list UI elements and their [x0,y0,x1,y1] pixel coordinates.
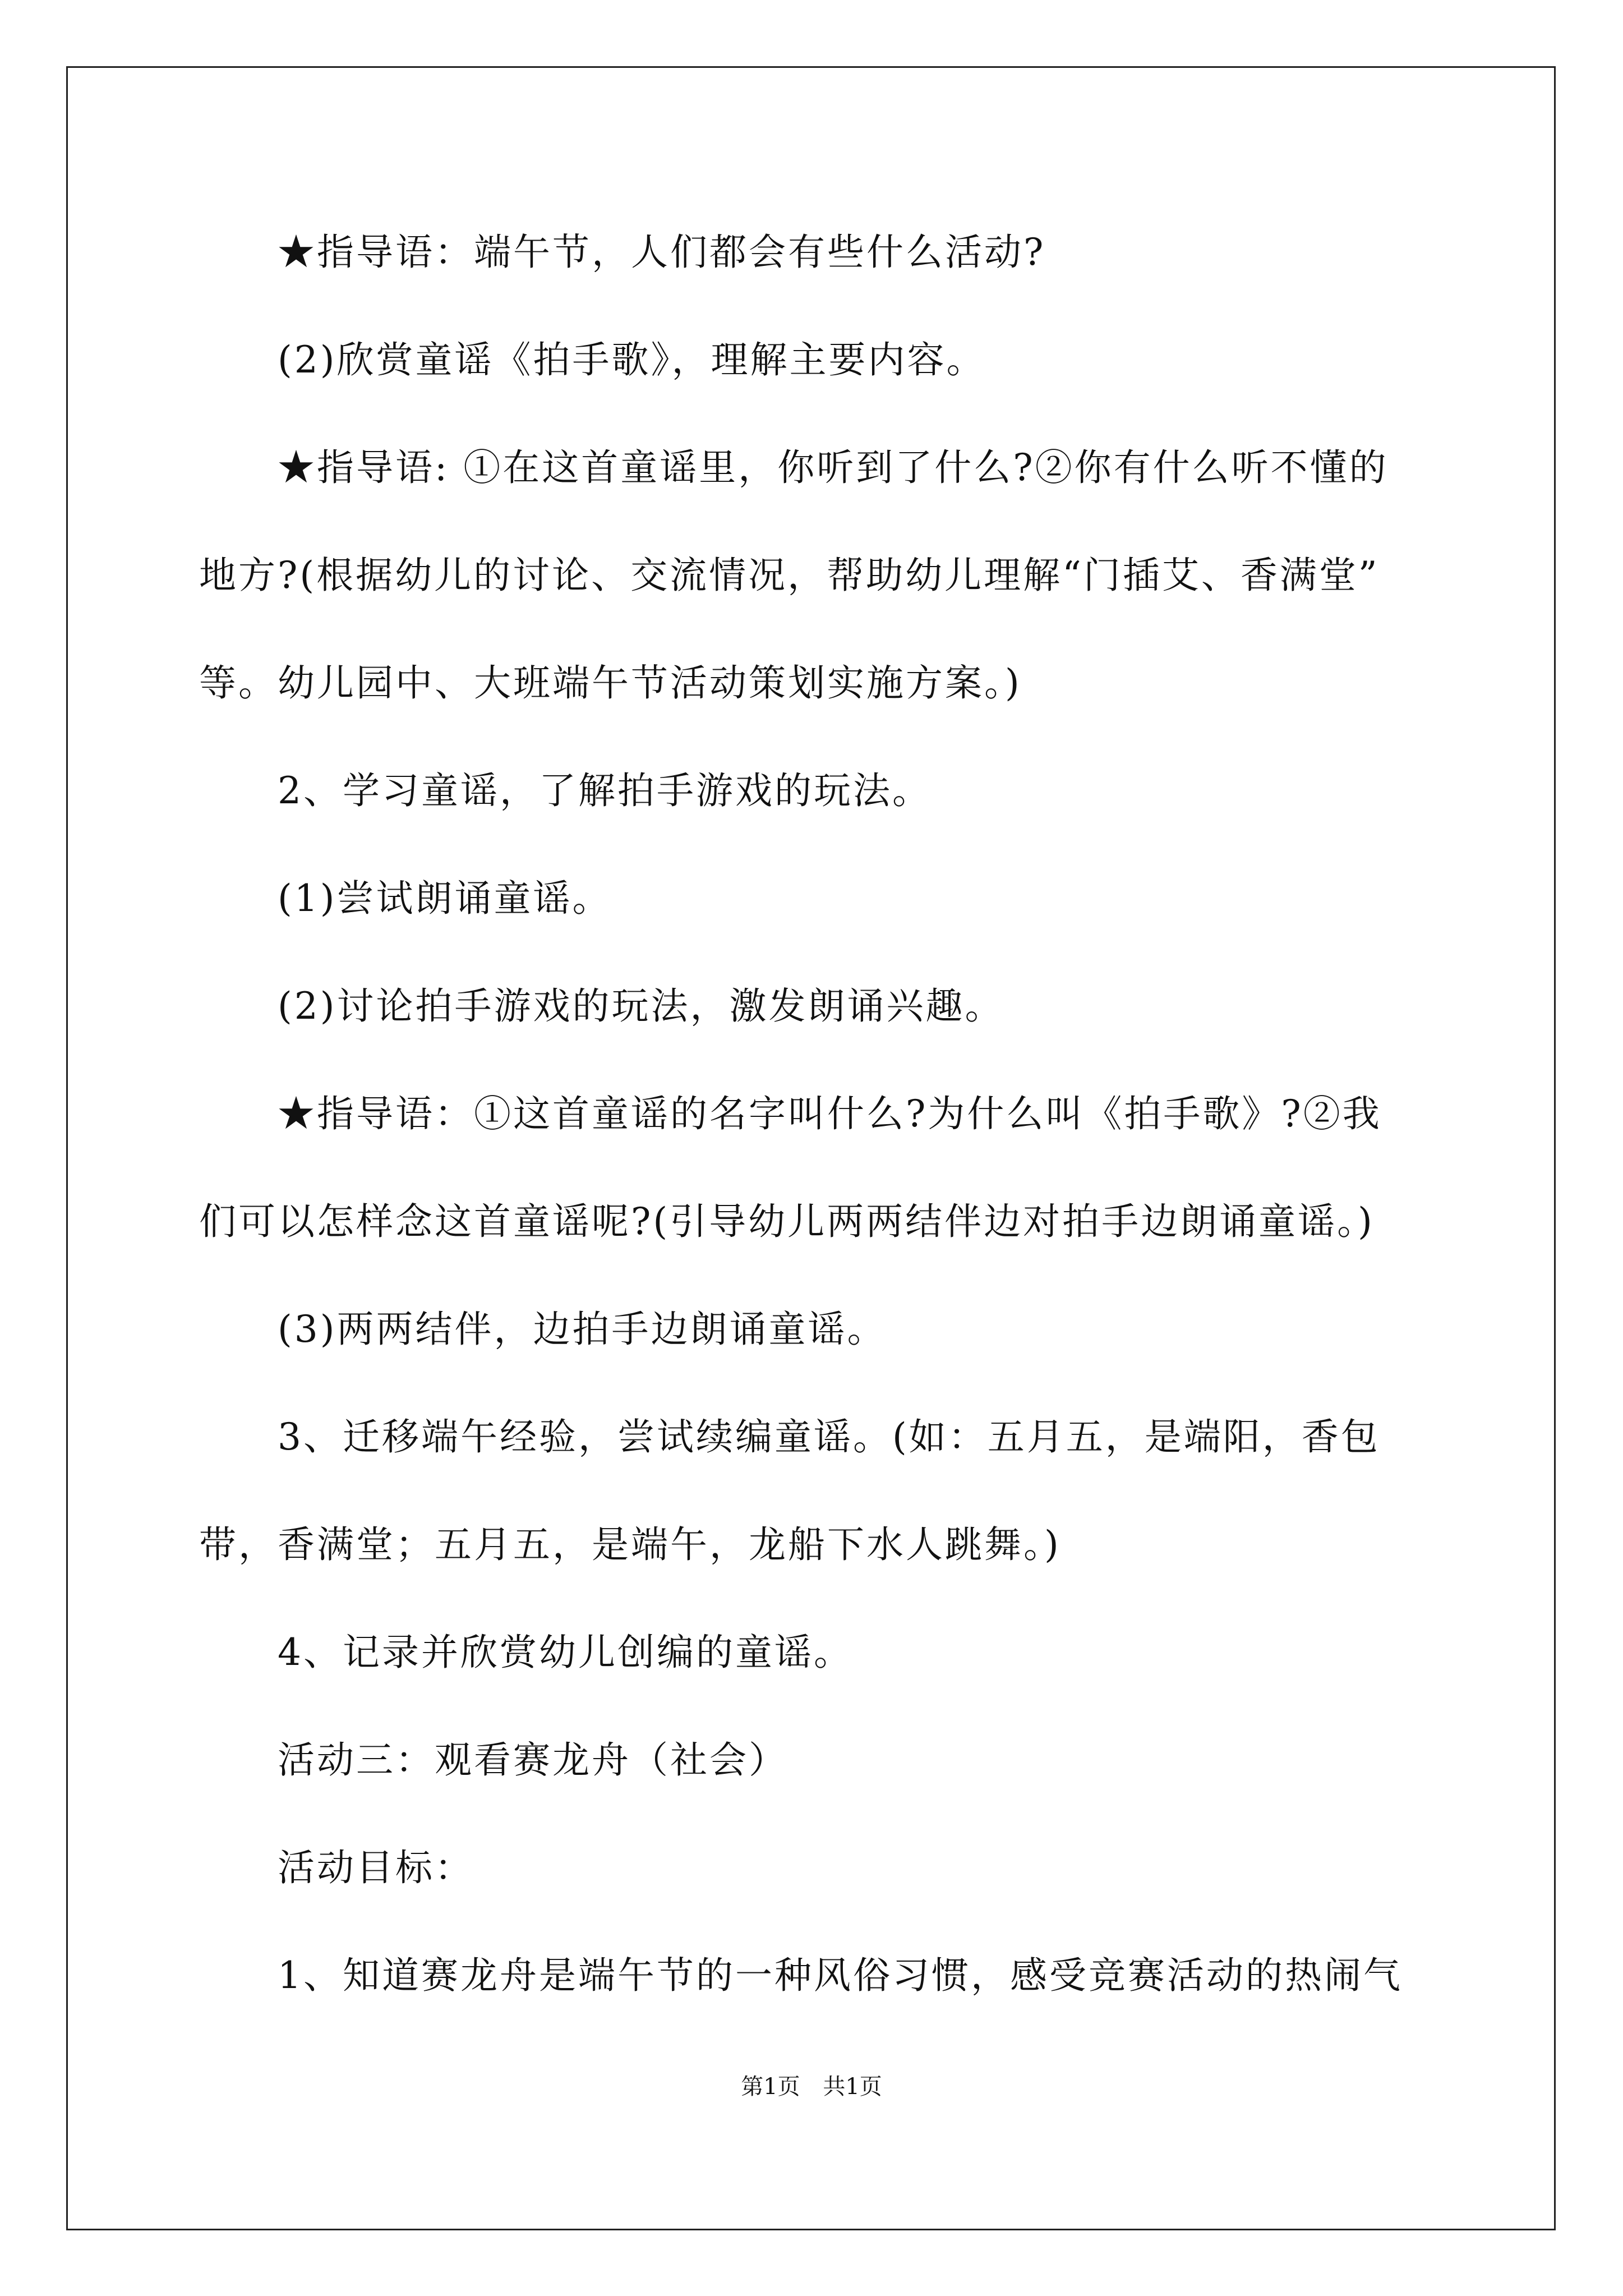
paragraph-line: 地方?(根据幼儿的讨论、交流情况，帮助幼儿理解“门插艾、香满堂” [199,554,1380,597]
paragraph-line: (3)两两结伴，边拍手边朗诵童谣。 [278,1308,887,1351]
page-number: 第1页 [741,2074,800,2100]
paragraph-line: 1、知道赛龙舟是端午节的一种风俗习惯，感受竞赛活动的热闹气 [278,1954,1403,1997]
page-total: 共1页 [823,2074,882,2100]
paragraph-line: 2、学习童谣，了解拍手游戏的玩法。 [278,769,932,812]
paragraph-line: 等。幼儿园中、大班端午节活动策划实施方案。) [199,661,1022,705]
paragraph-line: ★指导语：①这首童谣的名字叫什么?为什么叫《拍手歌》?②我 [278,1092,1382,1135]
subsection-heading: 活动目标： [278,1846,474,1889]
paragraph-line: 们可以怎样念这首童谣呢?(引导幼儿两两结伴边对拍手边朗诵童谣。) [199,1200,1375,1243]
paragraph-line: (1)尝试朗诵童谣。 [278,877,612,920]
paragraph-line: ★指导语: ①在这首童谣里，你听到了什么?②你有什么听不懂的 [278,446,1389,489]
paragraph-line: 4、记录并欣赏幼儿创编的童谣。 [278,1631,853,1674]
paragraph-line: ★指导语：端午节，人们都会有些什么活动? [278,231,1046,274]
section-heading: 活动三：观看赛龙舟（社会） [278,1738,788,1782]
page-footer [0,2070,1623,2104]
page-border [66,66,1556,2230]
paragraph-line: (2)欣赏童谣《拍手歌》，理解主要内容。 [278,338,986,381]
paragraph-line: 带，香满堂；五月五，是端午，龙船下水人跳舞。) [199,1523,1061,1566]
paragraph-line: 3、迁移端午经验，尝试续编童谣。(如：五月五，是端阳，香包 [278,1415,1380,1458]
paragraph-line: (2)讨论拍手游戏的玩法，激发朗诵兴趣。 [278,984,1004,1028]
